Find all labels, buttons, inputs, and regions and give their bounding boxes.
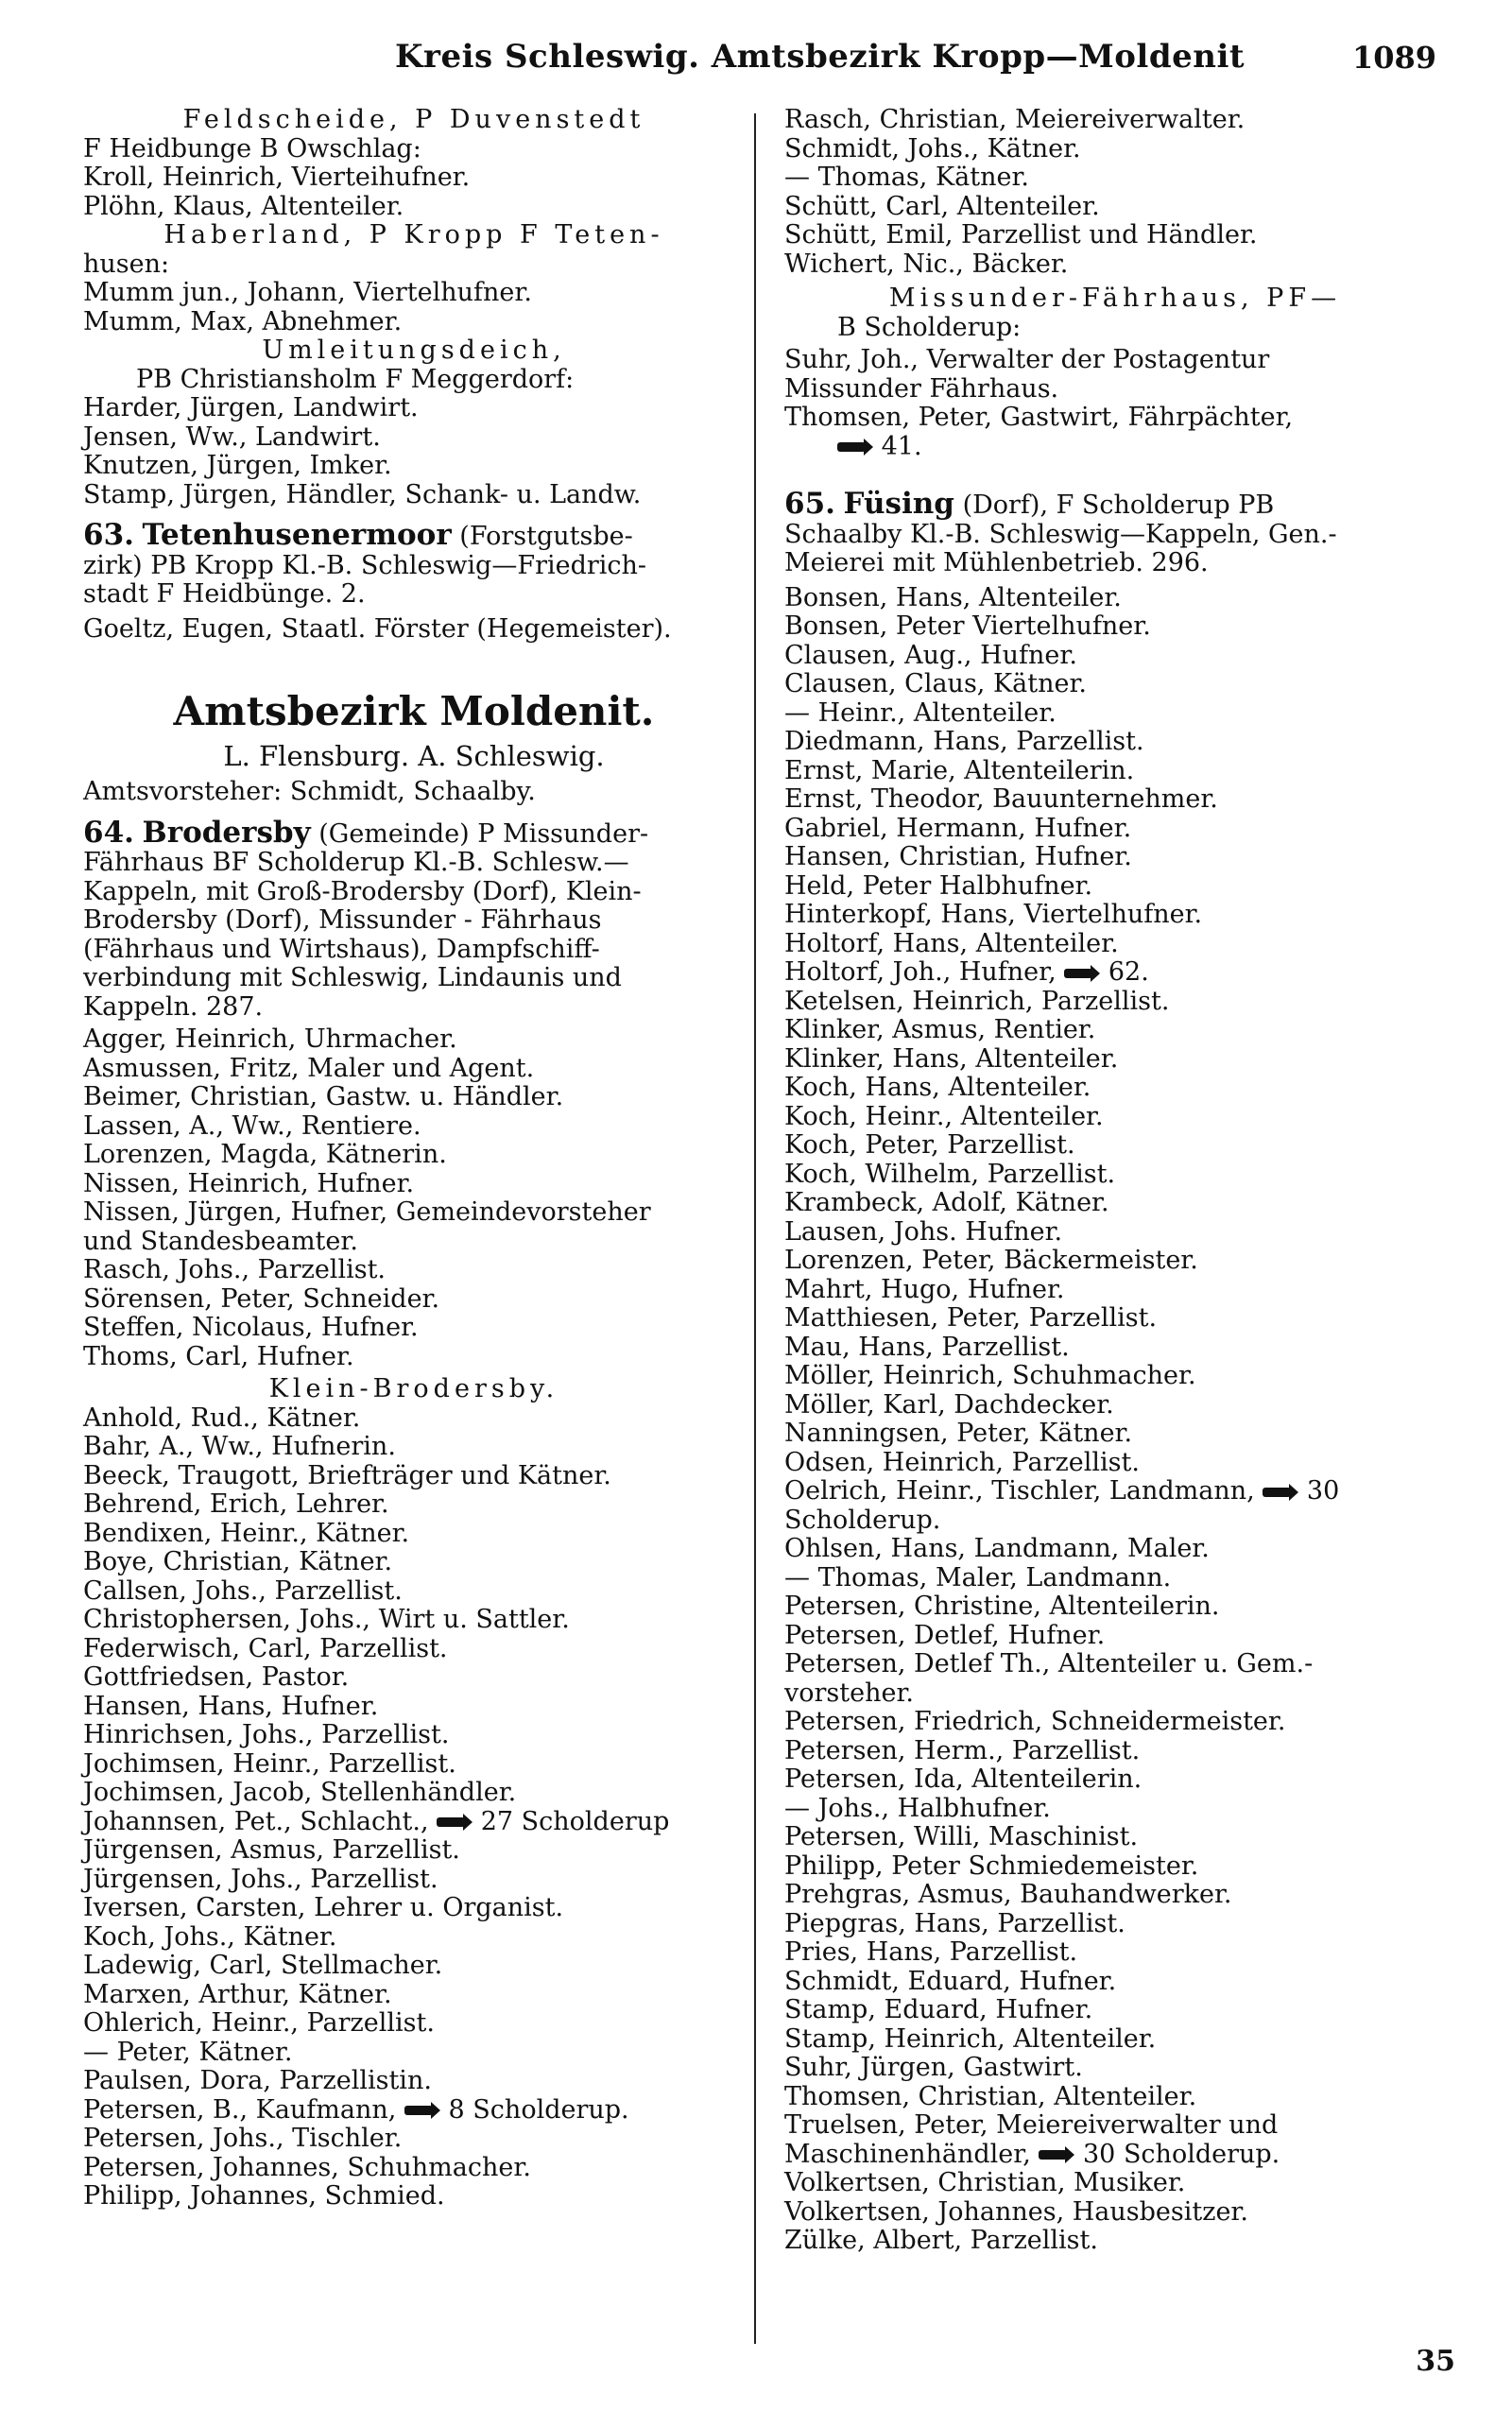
- entry-name: Brodersby: [142, 815, 311, 850]
- amtsbezirk-subtitle: L. Flensburg. A. Schleswig.: [223, 740, 605, 772]
- list-item: vorsteher.: [784, 1678, 914, 1708]
- list-item: Ladewig, Carl, Stellmacher.: [83, 1951, 443, 1980]
- list-item: Pries, Hans, Parzellist.: [784, 1937, 1078, 1967]
- list-item: Federwisch, Carl, Parzellist.: [83, 1633, 448, 1663]
- list-item: Suhr, Jürgen, Gastwirt.: [784, 2053, 1083, 2082]
- list-item: Odsen, Heinrich, Parzellist.: [784, 1447, 1140, 1477]
- entry-number: 64.: [83, 815, 134, 850]
- list-item: Jensen, Ww., Landwirt.: [83, 422, 381, 452]
- list-item: Stamp, Heinrich, Altenteiler.: [784, 2023, 1157, 2054]
- list-item: F Heidbunge B Owschlag:: [83, 133, 421, 164]
- list-item: Mau, Hans, Parzellist.: [784, 1332, 1070, 1362]
- list-item: Thoms, Carl, Hufner.: [83, 1341, 354, 1371]
- list-item: Ernst, Marie, Altenteilerin.: [784, 755, 1135, 785]
- list-item: Truelsen, Peter, Meiereiverwalter und: [784, 2110, 1279, 2140]
- phone-number: 41.: [881, 431, 922, 461]
- spacer: [784, 461, 1446, 490]
- list-item: Ernst, Theodor, Bauunternehmer.: [784, 784, 1218, 814]
- entry-64: [83, 815, 745, 850]
- person-list: [784, 106, 1446, 279]
- list-item: Jochimsen, Jacob, Stellenhändler.: [83, 1778, 517, 1807]
- list-item: Hinterkopf, Hans, Viertelhufner.: [784, 900, 1203, 929]
- list-item: Steffen, Nicolaus, Hufner.: [83, 1313, 419, 1342]
- list-item: Nanningsen, Peter, Kätner.: [784, 1419, 1133, 1448]
- list-item: Holtorf, Hans, Altenteiler.: [784, 928, 1119, 958]
- list-item: Schütt, Emil, Parzellist und Händler.: [784, 220, 1258, 250]
- list-item: Suhr, Joh., Verwalter der Postagentur: [784, 345, 1270, 374]
- left-column: [83, 106, 745, 2212]
- list-item: Koch, Hans, Altenteiler.: [784, 1073, 1091, 1102]
- person-list: [784, 2169, 1446, 2256]
- list-item: Nissen, Jürgen, Hufner, Gemeindevorsteher: [83, 1197, 651, 1227]
- list-item: — Johs., Halbhufner.: [784, 1793, 1051, 1823]
- locality-heading: Missunder-Fährhaus, PF—: [888, 284, 1342, 313]
- list-item: Lorenzen, Peter, Bäckermeister.: [784, 1246, 1198, 1275]
- column-divider: [754, 113, 756, 2344]
- list-item: Schmidt, Johs., Kätner.: [784, 133, 1081, 164]
- amtsvorsteher: Amtsvorsteher: Schmidt, Schaalby.: [83, 777, 536, 806]
- list-item: Stamp, Eduard, Hufner.: [784, 1995, 1093, 2024]
- list-item: Lorenzen, Magda, Kätnerin.: [83, 1140, 447, 1169]
- list-item: Anhold, Rud., Kätner.: [83, 1403, 361, 1433]
- person-list: [784, 988, 1446, 1478]
- list-item: und Standesbeamter.: [83, 1226, 358, 1256]
- list-item: [83, 2096, 745, 2126]
- list-item: Kroll, Heinrich, Vierteihufner.: [83, 163, 471, 192]
- list-item: [784, 1477, 1446, 1506]
- person-list: [83, 1025, 745, 1371]
- list-item-text: Maschinenhändler,: [784, 2139, 1031, 2169]
- list-item: Koch, Heinr., Altenteiler.: [784, 1101, 1104, 1131]
- list-item: Boye, Christian, Kätner.: [83, 1547, 393, 1576]
- entry-number: 63.: [83, 518, 134, 552]
- page-header: [57, 38, 1436, 89]
- entry-64-line: Brodersby (Dorf), Missunder - Fährhaus: [83, 905, 602, 935]
- list-item: Möller, Heinrich, Schuhmacher.: [784, 1361, 1196, 1390]
- list-item: Rasch, Christian, Meiereiverwalter.: [784, 105, 1246, 134]
- entry-text: (Gemeinde) P Missunder-: [318, 818, 649, 849]
- list-item: Hansen, Christian, Hufner.: [784, 842, 1132, 871]
- list-item: Koch, Johs., Kätner.: [83, 1921, 337, 1952]
- entry-64-line: Kappeln, mit Groß-Brodersby (Dorf), Klein-: [83, 876, 642, 906]
- list-item: Schütt, Carl, Altenteiler.: [784, 191, 1100, 221]
- list-item: Mahrt, Hugo, Hufner.: [784, 1274, 1065, 1304]
- list-item-text: Thomsen, Peter, Gastwirt, Fährpächter,: [784, 403, 1294, 432]
- person-list: [83, 1404, 745, 1808]
- list-item: Diedmann, Hans, Parzellist.: [784, 727, 1144, 756]
- entry-64-line: (Fährhaus und Wirtshaus), Dampfschiff-: [83, 934, 600, 964]
- list-item: Petersen, Friedrich, Schneidermeister.: [784, 1707, 1286, 1736]
- list-item: Plöhn, Klaus, Altenteiler.: [83, 191, 404, 221]
- entry-63: [83, 518, 745, 552]
- list-item-text: Oelrich, Heinr., Tischler, Landmann,: [784, 1476, 1255, 1506]
- list-item: Jürgensen, Johs., Parzellist.: [83, 1864, 438, 1894]
- list-item: Bahr, A., Ww., Hufnerin.: [83, 1432, 396, 1461]
- list-item: Krambeck, Adolf, Kätner.: [784, 1188, 1109, 1217]
- list-item: Petersen, Detlef, Hufner.: [784, 1620, 1106, 1650]
- list-item: Harder, Jürgen, Landwirt.: [83, 393, 419, 422]
- signature-mark: 35: [1416, 2345, 1455, 2378]
- entry-64-line: Fährhaus BF Scholderup Kl.-B. Schlesw.—: [83, 848, 629, 877]
- entry-name: Tetenhusenermoor: [142, 518, 452, 552]
- list-item: Philipp, Johannes, Schmied.: [83, 2181, 445, 2211]
- person-list: [784, 584, 1446, 959]
- list-item: Volkertsen, Christian, Musiker.: [784, 2168, 1186, 2197]
- list-item: Clausen, Claus, Kätner.: [784, 669, 1087, 698]
- phone-number: 30: [1306, 1476, 1340, 1506]
- list-item: Wichert, Nic., Bäcker.: [784, 249, 1069, 279]
- list-item: Bonsen, Hans, Altenteiler.: [784, 582, 1122, 612]
- left-top-block: [83, 106, 745, 509]
- telephone-icon: [1039, 2146, 1074, 2163]
- amtsbezirk-title: Amtsbezirk Moldenit.: [173, 688, 655, 734]
- list-item: Knutzen, Jürgen, Imker.: [83, 451, 392, 480]
- entry-63-line: zirk) PB Kropp Kl.-B. Schleswig—Friedrich-: [83, 550, 647, 580]
- list-item: Beimer, Christian, Gastw. u. Händler.: [83, 1082, 564, 1111]
- list-item: [784, 2141, 1446, 2170]
- list-item: Petersen, Herm., Parzellist.: [784, 1735, 1141, 1765]
- list-item: Missunder Fährhaus.: [784, 373, 1059, 404]
- list-item: Zülke, Albert, Parzellist.: [784, 2226, 1098, 2255]
- list-item: husen:: [83, 249, 170, 279]
- list-item: [83, 1808, 745, 1837]
- list-item: Bendixen, Heinr., Kätner.: [83, 1518, 410, 1548]
- list-item: Iversen, Carsten, Lehrer u. Organist.: [83, 1893, 564, 1922]
- list-item: Callsen, Johs., Parzellist.: [83, 1575, 403, 1606]
- list-item: Rasch, Johs., Parzellist.: [83, 1255, 387, 1284]
- locality-heading: Feldscheide, P Duvenstedt: [182, 105, 645, 134]
- list-item: Beeck, Traugott, Briefträger und Kätner.: [83, 1460, 611, 1490]
- list-item: Philipp, Peter Schmiedemeister.: [784, 1850, 1199, 1881]
- list-item: Petersen, Willi, Maschinist.: [784, 1822, 1139, 1851]
- locality-heading-cont: B Scholderup:: [837, 312, 1022, 342]
- list-item: Hinrichsen, Johs., Parzellist.: [83, 1720, 450, 1749]
- list-item: Nissen, Heinrich, Hufner.: [83, 1168, 415, 1198]
- list-item: — Peter, Kätner.: [83, 2037, 293, 2067]
- telephone-icon: [404, 2102, 440, 2119]
- list-item: Lausen, Johs. Hufner.: [784, 1216, 1063, 1247]
- list-item: Clausen, Aug., Hufner.: [784, 640, 1077, 670]
- person-list: [784, 346, 1446, 404]
- list-item: Jochimsen, Heinr., Parzellist.: [83, 1748, 456, 1779]
- list-item: Gottfriedsen, Pastor.: [83, 1662, 350, 1692]
- list-item: Klinker, Hans, Altenteiler.: [784, 1043, 1119, 1074]
- list-item-cont: Scholderup.: [784, 1505, 941, 1535]
- list-item: Paulsen, Dora, Parzellistin.: [83, 2066, 432, 2095]
- running-head: Kreis Schleswig. Amtsbezirk Kropp—Moldenit: [395, 38, 1246, 76]
- list-item: Petersen, Johs., Tischler.: [83, 2124, 403, 2153]
- list-item: Hansen, Hans, Hufner.: [83, 1691, 379, 1721]
- list-item: Gabriel, Hermann, Hufner.: [784, 813, 1132, 843]
- locality-heading: Haberland, P Kropp F Teten-: [163, 220, 664, 250]
- entry-text: (Forstgutsbe-: [459, 522, 633, 551]
- list-item: [784, 958, 1446, 988]
- list-item: Ohlerich, Heinr., Parzellist.: [83, 2008, 435, 2038]
- list-item: [784, 404, 1446, 433]
- list-item: Petersen, Johannes, Schuhmacher.: [83, 2152, 531, 2182]
- list-item: Möller, Karl, Dachdecker.: [784, 1389, 1114, 1420]
- list-item: Klinker, Asmus, Rentier.: [784, 1015, 1096, 1044]
- person-list: [83, 1836, 745, 2096]
- entry-number: 65.: [784, 487, 835, 521]
- list-item: Christophersen, Johs., Wirt u. Sattler.: [83, 1605, 570, 1634]
- list-item: Prehgras, Asmus, Bauhandwerker.: [784, 1880, 1232, 1909]
- phone-number: 27 Scholderup: [480, 1806, 670, 1836]
- list-item: Ketelsen, Heinrich, Parzellist.: [784, 986, 1170, 1016]
- person-list: [784, 1535, 1446, 2141]
- page-number: 1089: [1351, 40, 1436, 76]
- entry-63-line: stadt F Heidbünge. 2.: [83, 579, 366, 609]
- list-item-text: Johannsen, Pet., Schlacht.,: [83, 1806, 429, 1836]
- list-item: Koch, Wilhelm, Parzellist.: [784, 1159, 1116, 1189]
- list-item: Thomsen, Christian, Altenteiler.: [784, 2081, 1197, 2111]
- list-item: Piepgras, Hans, Parzellist.: [784, 1908, 1125, 1938]
- list-item: Mumm, Max, Abnehmer.: [83, 306, 403, 336]
- right-column: [784, 106, 1446, 2256]
- entry-64-line: verbindung mit Schleswig, Lindaunis und: [83, 963, 622, 992]
- entry-text: (Dorf), F Scholderup PB: [962, 491, 1275, 520]
- list-item: Jürgensen, Asmus, Parzellist.: [83, 1835, 460, 1865]
- list-item: Matthiesen, Peter, Parzellist.: [784, 1303, 1158, 1333]
- phone-number: 62.: [1108, 957, 1149, 987]
- telephone-icon: [437, 1814, 472, 1831]
- list-item: Marxen, Arthur, Kätner.: [83, 1979, 392, 2009]
- telephone-icon: [837, 439, 873, 456]
- list-item: Behrend, Erich, Lehrer.: [83, 1489, 389, 1519]
- list-item: Petersen, Christine, Altenteilerin.: [784, 1592, 1220, 1621]
- entry-64-line: Kappeln. 287.: [83, 991, 264, 1022]
- list-item: — Thomas, Maler, Landmann.: [784, 1562, 1172, 1592]
- list-item: Mumm jun., Johann, Viertelhufner.: [83, 278, 532, 307]
- list-item-cont: [784, 433, 1446, 462]
- list-item: Lassen, A., Ww., Rentiere.: [83, 1110, 421, 1141]
- list-item: Petersen, Ida, Altenteilerin.: [784, 1764, 1143, 1794]
- list-item: — Thomas, Kätner.: [784, 163, 1029, 192]
- entry-64-body: [83, 849, 745, 1022]
- list-item: PB Christiansholm F Meggerdorf:: [136, 364, 575, 394]
- list-item: Goeltz, Eugen, Staatl. Förster (Hegemeister).: [83, 613, 672, 644]
- locality-heading: Klein-Brodersby.: [268, 1374, 559, 1403]
- entry-65-line: Meierei mit Mühlenbetrieb. 296.: [784, 548, 1209, 577]
- telephone-icon: [1263, 1484, 1298, 1501]
- list-item: Bonsen, Peter Viertelhufner.: [784, 611, 1151, 641]
- locality-heading: Umleitungsdeich,: [262, 336, 566, 365]
- list-item: Held, Peter Halbhufner.: [784, 870, 1093, 901]
- list-item: Volkertsen, Johannes, Hausbesitzer.: [784, 2196, 1248, 2227]
- entry-65-line: Schaalby Kl.-B. Schleswig—Kappeln, Gen.-: [784, 519, 1337, 549]
- phone-number: 8 Scholderup.: [448, 2094, 629, 2125]
- list-item: Petersen, Detlef Th., Altenteiler u. Gem.-: [784, 1649, 1314, 1678]
- list-item: Agger, Heinrich, Uhrmacher.: [83, 1024, 457, 1054]
- list-item: Sörensen, Peter, Schneider.: [83, 1283, 440, 1314]
- list-item: Asmussen, Fritz, Maler und Agent.: [83, 1053, 535, 1083]
- list-item: Stamp, Jürgen, Händler, Schank- u. Landw.: [83, 479, 642, 509]
- telephone-icon: [1064, 965, 1100, 982]
- phone-number: 30 Scholderup.: [1083, 2139, 1280, 2169]
- list-item: Schmidt, Eduard, Hufner.: [784, 1966, 1117, 1996]
- entry-65: [784, 487, 1446, 521]
- list-item-text: Holtorf, Joh., Hufner,: [784, 957, 1057, 987]
- list-item: Ohlsen, Hans, Landmann, Maler.: [784, 1534, 1210, 1563]
- list-item-text: Petersen, B., Kaufmann,: [83, 2094, 397, 2125]
- list-item: — Heinr., Altenteiler.: [784, 697, 1057, 728]
- list-item: Koch, Peter, Parzellist.: [784, 1130, 1075, 1160]
- entry-name: Füsing: [843, 487, 954, 521]
- person-list: [83, 2125, 745, 2212]
